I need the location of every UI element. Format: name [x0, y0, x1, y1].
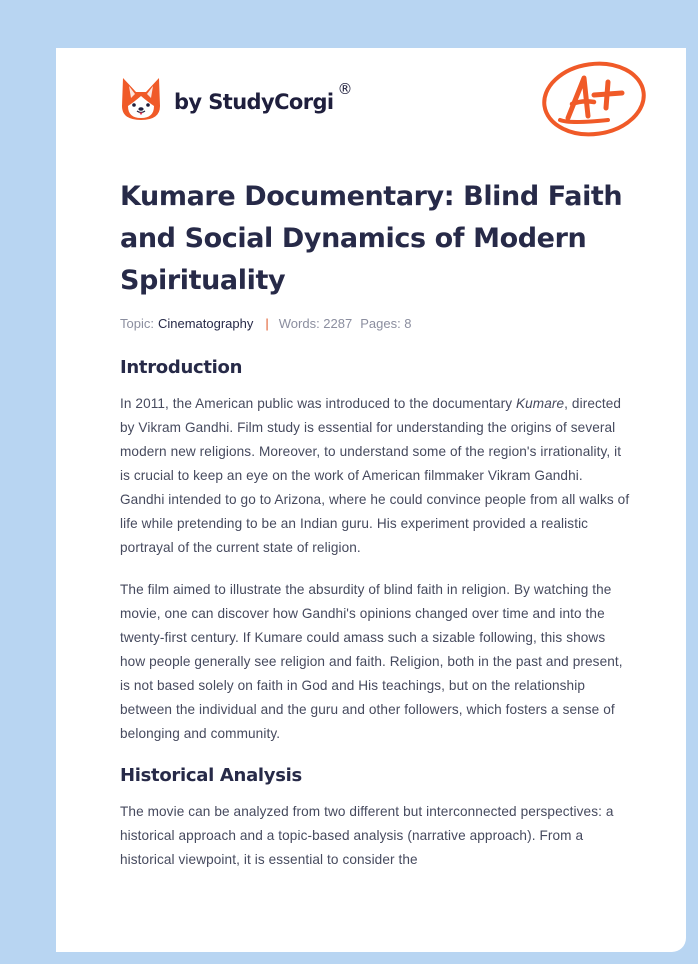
document-page [56, 48, 686, 952]
article-meta [120, 314, 630, 332]
topic-label: Topic: [120, 315, 154, 331]
page-count: Pages: 8 [360, 315, 412, 331]
paragraph: In 2011, the American public was introduced to the documentary Kumare, directed by Vikram Gandhi. Film study is essential for understanding the origins of several modern new religions. Moreover, to understand some of the region's irrationality, it is crucial to keep an eye on the work of American filmmaker Vikram Gandhi. Gandhi intended to go to Arizona, where he could convince people from all walks of life while pretending to be an Indian guru. His experiment provided a realistic portrayal of the current state of religion. [120, 396, 630, 555]
brand-name: by StudyCorgi [174, 90, 334, 114]
word-count: Words: 2287 [278, 315, 353, 331]
a-plus-grade-icon [538, 58, 650, 140]
topic-link[interactable]: Cinematography [157, 315, 254, 331]
page-header [56, 48, 686, 158]
section-heading-introduction: Introduction [120, 357, 243, 378]
paragraph: The film aimed to illustrate the absurdity of blind faith in religion. By watching the movie, one can discover how Gandhi's opinions changed over time and into the twenty-first century. If Kumare could amass such a sizable following, this shows how people generally see religion and faith. Religion, both in the past and present, is not based solely on faith in God and His teachings, but on the relationship between the individual and the guru and other followers, which fosters a sense of belonging and community. [120, 582, 623, 741]
article-title: Kumare Documentary: Blind Faith and Social Dynamics of Modern Spirituality [120, 181, 623, 296]
film-title-emphasis: Kumare [515, 396, 565, 411]
section-heading-historical-analysis: Historical Analysis [120, 765, 302, 786]
corgi-head-icon [120, 76, 162, 122]
paragraph: The movie can be analyzed from two different but interconnected perspectives: a historical approach and a topic-based analysis (narrative approach). From a historical viewpoint, it is essential to consider the [120, 804, 614, 867]
registered-mark: ® [337, 80, 353, 98]
studycorgi-logo[interactable] [120, 74, 353, 124]
article-content [120, 176, 630, 872]
meta-separator: | [265, 315, 269, 331]
